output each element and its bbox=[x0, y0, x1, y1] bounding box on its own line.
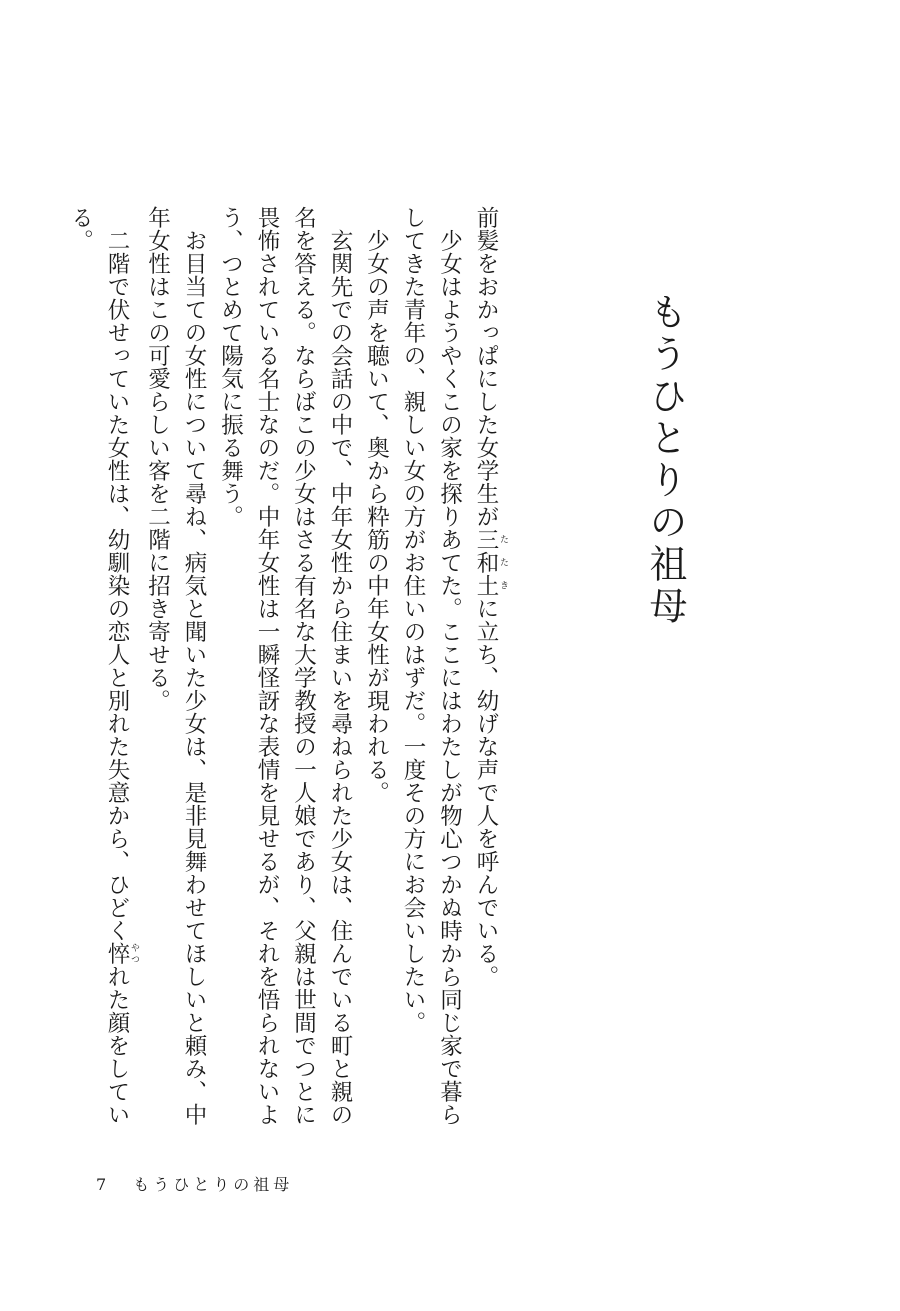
page-number: 7 bbox=[96, 1175, 107, 1194]
paragraph-4: 玄関先での会話の中で、中年女性から住まいを尋ねられた少女は、住んでいる町と親の名を答える。ならばこの少女はさる有名な大学教授の一人娘であり、父親は世間でつとに畏怖されている名士なのだ。中年女性は一瞬怪訝な表情を見せるが、それを悟られないよう、つとめて陽気に振る舞う。 bbox=[217, 206, 353, 1126]
paragraph-6 bbox=[62, 206, 139, 1126]
paragraph-5: お目当ての女性について尋ね、病気と聞いた少女は、是非見舞わせてほしいと頼み、中年女性はこの可愛らしい客を二階に招き寄せる。 bbox=[144, 206, 207, 1126]
running-head: もうひとりの祖母 bbox=[133, 1175, 294, 1194]
ruby-yatsu bbox=[104, 941, 139, 965]
ruby-tataki bbox=[473, 528, 508, 597]
body-text bbox=[67, 206, 508, 1126]
paragraph-6-after: れた顔をしている。 bbox=[67, 206, 130, 1126]
ruby-text-yatsu: やつ bbox=[129, 941, 139, 965]
page-footer bbox=[96, 1172, 293, 1195]
paragraph-1 bbox=[468, 206, 509, 1126]
ruby-text-tataki: たたき bbox=[498, 528, 508, 597]
paragraph-1-before: 前髪をおかっぱにした女学生が bbox=[473, 206, 499, 528]
ruby-base-tataki: 三和土 bbox=[473, 528, 499, 597]
paragraph-2: 少女はようやくこの家を探りあてた。ここにはわたしが物心つかぬ時から同じ家で暮らしてきた青年の、親しい女の方がお住いのはずだ。一度その方にお会いしたい。 bbox=[400, 206, 463, 1126]
paragraph-3: 少女の声を聴いて、奥から粋筋の中年女性が現われる。 bbox=[363, 228, 390, 804]
chapter-title: もうひとりの祖母 bbox=[643, 292, 687, 628]
ruby-base-yatsu: 悴 bbox=[104, 941, 130, 965]
paragraph-1-after: に立ち、幼げな声で人を呼んでいる。 bbox=[473, 597, 499, 988]
paragraph-6-before: 二階で伏せっていた女性は、幼馴染の恋人と別れた失意から、ひどく bbox=[104, 228, 130, 942]
